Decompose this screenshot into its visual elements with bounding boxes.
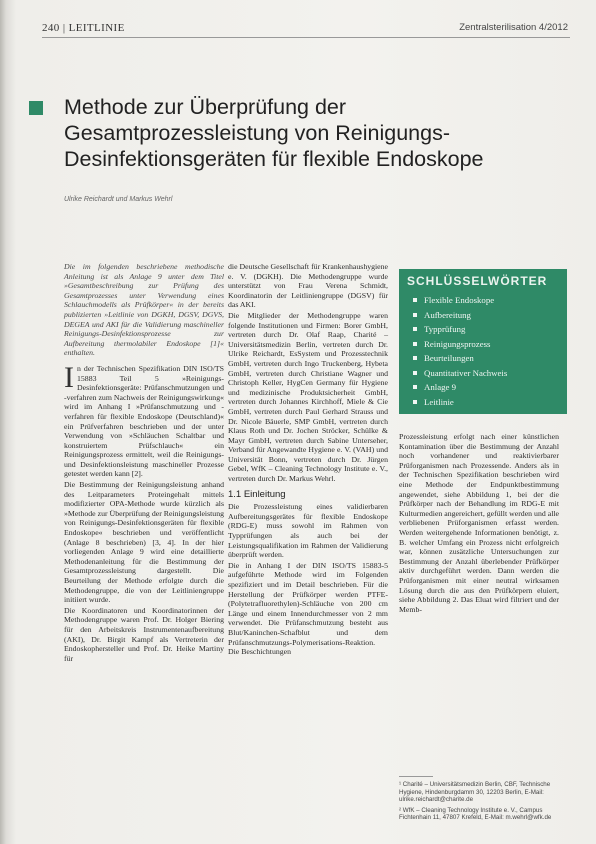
header-rule [42, 37, 570, 38]
paragraph: Die Prozessleistung eines validierbaren Aufbereitungsgerätes für flexible Endoskope (RDG-E) muss sowohl im Rahmen von Typprüfungen als auch bei der Leistungsqualifikation im Rahmen der Validierung überprüft werden. [228, 502, 388, 560]
article-authors: Ulrike Reichardt und Markus Wehrl [64, 196, 173, 203]
article-title: Methode zur Überprüfung der Gesamtprozessleistung von Reinigungs-Desinfektionsgeräten für flexible Endoskope [64, 95, 484, 171]
text-column-2 [228, 262, 388, 658]
text-column-3 [399, 432, 559, 615]
paragraph-text: n der Technischen Spezifikation DIN ISO/TS 15883 Teil 5 »Reinigungs-Desinfektionsgeräte: Prüfanschmutzungen und -verfahren zum Nachweis der Reinigungswirkung« wird im Anhang I »Prüfanschmutzung und -verfahren für flexible Endoskope (Deutschland)« ein Prüfverfahren beschrieben und der unter Verwendung von »Schläuchen Schaltbar und konstruiertem Prüfschlauch« ein Reinigungsprozess ermittelt, weil die Reinigungs- und Desinfektionsleistung maschineller Prozesse getestet werden kann [2]. [64, 363, 224, 479]
square-bullet-icon [413, 342, 417, 346]
title-marker [29, 101, 43, 115]
keyword-item: Anlage 9 [413, 380, 507, 395]
keyword-item: Reinigungsprozess [413, 337, 507, 352]
keyword-item: Typprüfung [413, 322, 507, 337]
footnote: ¹ Charité – Universitätsmedizin Berlin, CBF, Technische Hygiene, Hindenburgdamm 30, 12203 Berlin, E-Mail: ulrike.reichardt@charite.de [399, 781, 551, 804]
keyword-item: Flexible Endoskope [413, 293, 507, 308]
keyword-item: Aufbereitung [413, 308, 507, 323]
footnote-rule [399, 776, 433, 777]
article-intro: Die im folgenden beschriebene methodische Anleitung ist als Anlage 9 unter dem Titel »Gesamtbeschreibung zur Prüfung des Gesamtprozesses unter Verwendung eines Schlauchmodells als Prüfkörper« in der bereits publizierten »Leitlinie von DGKH, DGSV, DGVS, DEGEA und AKI für die Validierung maschineller Reinigungs-Desinfektionsprozesse zur Aufbereitung thermolabiler Endoskope [1]« enthalten. [64, 262, 224, 358]
square-bullet-icon [413, 371, 417, 375]
paragraph [64, 360, 224, 479]
keywords-list [413, 293, 507, 409]
paragraph: Die in Anhang I der DIN ISO/TS 15883-5 aufgeführte Methode wird im Folgenden spezifiziert und im Detail beschrieben. Für die Herstellung der Prüfkörper werden PTFE-(Polytetrafluorethylen)-Schläuche von 200 cm Länge und einem Innendurchmesser von 2 mm verwendet. Die Prüfanschmutzung besteht aus Blut/Kaninchen-Schafblut und dem Prüfanschmutzungs-Polymerisations-Reaktion. Die Beschichtungen [228, 560, 388, 657]
section-heading: 1.1 Einleitung [228, 488, 286, 500]
keyword-item: Beurteilungen [413, 351, 507, 366]
square-bullet-icon [413, 327, 417, 331]
keywords-box [399, 269, 567, 414]
paragraph: die Deutsche Gesellschaft für Krankenhaushygiene e. V. (DGKH). Die Methodengruppe wurde unterstützt von Frau Verena Schmidt, Koordinatorin der Leitliniengruppe (DGSV) für das AKI. [228, 262, 388, 310]
journal-issue: Zentralsterilisation 4/2012 [459, 22, 568, 33]
paragraph: Die Koordinatoren und Koordinatorinnen der Methodengruppe waren Prof. Dr. Holger Biering für den Arbeitskreis Instrumentenaufbereitung (AKI), Dr. Birgit Kampf als Vertreterin der Endoskophersteller und Prof. Dr. Heike Martiny für [64, 605, 224, 663]
square-bullet-icon [413, 298, 417, 302]
keyword-item: Quantitativer Nachweis [413, 366, 507, 381]
keywords-title: SCHLÜSSELWÖRTER [407, 274, 548, 288]
footnotes [399, 781, 567, 825]
drop-cap: I [64, 360, 74, 394]
text-column-1 [64, 262, 224, 664]
square-bullet-icon [413, 356, 417, 360]
footnote: ² WfK – Cleaning Technology Institute e. V., Campus Fichtenhain 11, 47807 Krefeld, E-Mail: m.wehrl@wfk.de [399, 806, 552, 822]
paragraph: Prozessleistung erfolgt nach einer künstlichen Kontamination über die Bestimmung der Anzahl noch vorhandener und reaktivierbarer Prüforganismen nach Prozessende. Anders als in der Technischen Spezifikation beschrieben wird eine Methode der Endpunktbestimmung angewendet, siehe Abbildung 1, bei der die Prüfkörper nach der Behandlung im RDG-E mit Kulturmedien angereichert, gefüllt werden und alle verbliebenen Prüforganismen erfasst werden. Werden weitergehende Informationen benötigt, z. B. welcher Umfang ein Prozess nicht erfolgreich war, können zusätzliche Untersuchungen zur Bestimmung der Anzahl überlebender Prüfkörper aktiv durchgeführt werden. Dann werden die Prüforganismen mit einer neutral wirksamen Lösung durch die aus den Prüfkörpern eluiert, siehe Abbildung 2. Das Eluat wird filtriert und der Memb- [399, 432, 559, 614]
keyword-item: Leitlinie [413, 395, 507, 410]
paragraph: Die Mitglieder der Methodengruppe waren folgende Institutionen und Firmen: Borer GmbH, vertreten durch Dr. Olaf Raap, Charité – Universitätsmedizin Berlin, vertreten durch Dr. Ulrike Reichardt, EsSystem und Prozesstechnik GmbH, vertreten durch Ingo Truckenberg, Hybeta GmbH, vertreten durch Christiane Wagner und Christoph Keller, HygCen Germany für Hygiene und medizinische Produktsicherheit GmbH, vertreten durch Johannes Kirchhoff, Miele & Cie GmbH, vertreten durch Paul Gerhard Strauss und Dr. Nicole Bäuerle, SMP GmbH, vertreten durch Klaus Roth und Dr. Jochen Ströcker, Schülke & Mayr GmbH, vertreten durch Sabine Unterseher, Verband für Angewandte Hygiene e. V. (VAH) und Universität Bonn, vertreten durch Dr. Jürgen Gebel, WfK – Cleaning Technology Institute e. V., vertreten durch Dr. Markus Wehrl. [228, 310, 388, 484]
square-bullet-icon [413, 400, 417, 404]
square-bullet-icon [413, 385, 417, 389]
page-header-section: 240 | LEITLINIE [42, 22, 125, 34]
paragraph: Die Bestimmung der Reinigungsleistung anhand des Leitparameters Proteingehalt mittels modifizierter OPA-Methode wurde kürzlich als »Methode zur Überprüfung der Reinigungsleistung von Reinigungs-Desinfektionsgeräten für flexible Endoskope« beschrieben und veröffentlicht (Anlage 8 beschrieben) [3, 4]. In der hier vorliegenden Anlage 9 wird eine detaillierte Methodenanleitung für die Bestimmung der Gesamtprozessleistung dargestellt. Die Beurteilung der Methode erfolgte durch die Methodengruppe, die von der Leitliniengruppe initiiert wurde. [64, 480, 224, 605]
square-bullet-icon [413, 313, 417, 317]
